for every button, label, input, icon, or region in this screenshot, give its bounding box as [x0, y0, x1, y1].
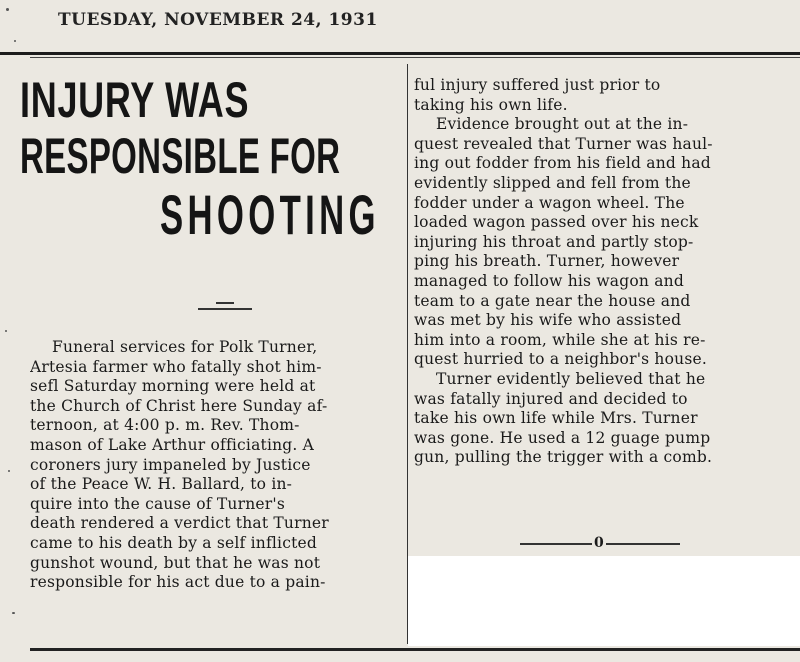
- text-line: loaded wagon passed over his neck: [414, 213, 699, 232]
- text-line: evidently slipped and fell from the: [414, 173, 691, 192]
- top-rule-thin: [30, 57, 800, 58]
- text-line: of the Peace W. H. Ballard, to in-: [30, 475, 293, 494]
- text-line: ful injury suffered just prior to: [414, 76, 661, 94]
- text-line: Funeral services for Polk Turner,: [52, 338, 318, 356]
- top-rule: [0, 52, 800, 55]
- text-line: him into a room, while she at his re-: [414, 330, 706, 349]
- text-line: was gone. He used a 12 guage pump: [414, 428, 711, 447]
- bottom-rule: [30, 648, 800, 651]
- text-line: the Church of Christ here Sunday af-: [30, 396, 328, 415]
- text-line: was fatally injured and decided to: [414, 389, 688, 408]
- text-line: take his own life while Mrs. Turner: [414, 409, 698, 428]
- headline: [20, 72, 405, 246]
- ink-speck: [14, 40, 16, 42]
- headline-line-1: INJURY WAS: [20, 72, 250, 128]
- text-line: sefl Saturday morning were held at: [30, 377, 316, 396]
- ink-speck: [12, 612, 15, 614]
- headline-dash-separator: [198, 308, 252, 310]
- text-line: came to his death by a self inflicted: [30, 533, 318, 552]
- article-column-right: [414, 76, 792, 468]
- headline-line-3: SHOOTING: [160, 183, 380, 246]
- text-line: gun, pulling the trigger with a comb.: [414, 448, 713, 467]
- text-line: quire into the cause of Turner's: [30, 494, 285, 513]
- article-end-rule: [520, 535, 680, 551]
- text-line: death rendered a verdict that Turner: [30, 514, 329, 533]
- blank-white-area: [408, 556, 800, 646]
- text-line: coroners jury impaneled by Justice: [30, 455, 311, 474]
- text-line: mason of Lake Arthur officiating. A: [30, 435, 315, 454]
- text-line: quest hurried to a neighbor's house.: [414, 350, 707, 369]
- text-line: Evidence brought out at the in-: [436, 115, 689, 134]
- text-line: ternoon, at 4:00 p. m. Rev. Thom-: [30, 416, 300, 435]
- text-line: quest revealed that Turner was haul-: [414, 134, 713, 153]
- dateline: TUESDAY, NOVEMBER 24, 1931: [58, 10, 378, 30]
- ink-speck: [6, 8, 9, 11]
- text-line: taking his own life.: [414, 95, 568, 114]
- text-line: Turner evidently believed that he: [436, 369, 706, 388]
- ink-speck: [8, 470, 10, 472]
- text-line: ing out fodder from his field and had: [414, 154, 711, 173]
- text-line: responsible for his act due to a pain-: [30, 573, 326, 592]
- text-line: injuring his throat and partly stop-: [414, 232, 694, 251]
- headline-line-2: RESPONSIBLE FOR: [20, 128, 341, 184]
- text-line: was met by his wife who assisted: [414, 311, 682, 330]
- article-column-left: [30, 338, 402, 593]
- text-line: gunshot wound, but that he was not: [30, 553, 321, 572]
- ink-speck: [5, 330, 7, 332]
- end-mark: 0: [594, 535, 604, 551]
- text-line: Artesia farmer who fatally shot him-: [30, 357, 322, 376]
- text-line: ping his breath. Turner, however: [414, 252, 680, 271]
- text-line: managed to follow his wagon and: [414, 271, 684, 290]
- text-line: team to a gate near the house and: [414, 291, 691, 310]
- text-line: fodder under a wagon wheel. The: [414, 193, 685, 212]
